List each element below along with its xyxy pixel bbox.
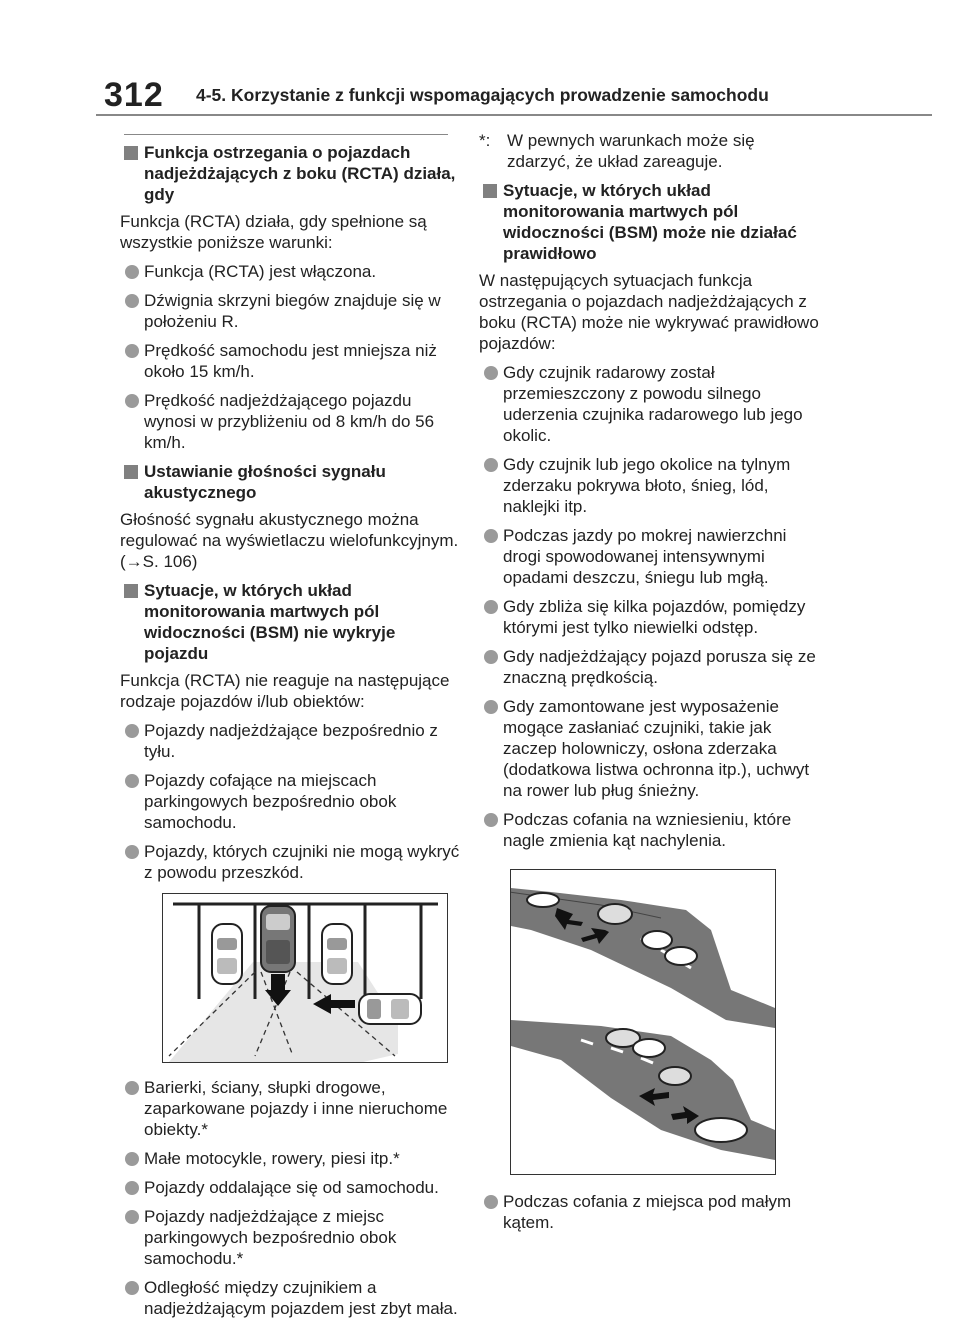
page-header xyxy=(96,72,932,118)
round-bullet-icon xyxy=(484,529,498,543)
list-item: Podczas jazdy po mokrej nawierzchni drogi spowodowanej intensywnymi opadami deszczu, śniegu lub mgłą. xyxy=(479,525,819,588)
round-bullet-icon xyxy=(125,1281,139,1295)
round-bullet-icon xyxy=(125,1152,139,1166)
list-item: Gdy czujnik lub jego okolice na tylnym zderzaku pokrywa błoto, śnieg, lód, naklejki itp. xyxy=(479,454,819,517)
chapter-title: 4-5. Korzystanie z funkcji wspomagających prowadzenie samochodu xyxy=(196,85,769,105)
list-item: Dźwignia skrzyni biegów znajduje się w położeniu R. xyxy=(120,290,460,332)
round-bullet-icon xyxy=(484,650,498,664)
list-item: Funkcja (RCTA) jest włączona. xyxy=(120,261,460,282)
footnote-mark: *: xyxy=(479,131,491,150)
header-divider xyxy=(96,114,932,116)
section-heading-rcta-works: Funkcja ostrzegania o pojazdach nadjeżdżających z boku (RCTA) działa, gdy xyxy=(120,142,460,205)
paragraph: Głośność sygnału akustycznego można regulować na wyświetlaczu wielofunkcyjnym. (→S. 106) xyxy=(120,510,459,571)
round-bullet-icon xyxy=(125,265,139,279)
paragraph: Funkcja (RCTA) działa, gdy spełnione są wszystkie poniższe warunki: xyxy=(120,212,427,252)
list-item: Pojazdy oddalające się od samochodu. xyxy=(120,1177,460,1198)
section-divider xyxy=(124,134,448,135)
parking-illustration xyxy=(162,893,448,1063)
paragraph: W następujących sytuacjach funkcja ostrzegania o pojazdach nadjeżdżających z boku (RCTA) może nie wykrywać prawidłowo pojazdów: xyxy=(479,271,819,353)
list-item: Pojazdy cofające na miejscach parkingowych bezpośrednio obok samochodu. xyxy=(120,770,460,833)
list-item: Odległość między czujnikiem a nadjeżdżającym pojazdem jest zbyt mała. xyxy=(120,1277,460,1319)
round-bullet-icon xyxy=(125,845,139,859)
round-bullet-icon xyxy=(484,813,498,827)
round-bullet-icon xyxy=(484,1195,498,1209)
list-item: Gdy zamontowane jest wyposażenie mogące zasłaniać czujniki, takie jak zaczep holowniczy, osłona zderzaka (dodatkowa listwa ochronna itp.), uchwyt na rower lub pług śnieżny. xyxy=(479,696,819,801)
list-item: Gdy zbliża się kilka pojazdów, pomiędzy którymi jest tylko niewielki odstęp. xyxy=(479,596,819,638)
list-item: Pojazdy nadjeżdżające z miejsc parkingowych bezpośrednio obok samochodu.* xyxy=(120,1206,460,1269)
round-bullet-icon xyxy=(484,700,498,714)
list-item: Podczas cofania na wzniesieniu, które nagle zmienia kąt nachylenia. xyxy=(479,809,819,851)
round-bullet-icon xyxy=(484,600,498,614)
paragraph: Funkcja (RCTA) nie reaguje na następujące rodzaje pojazdów i/lub obiektów: xyxy=(120,671,450,711)
section-heading-may-not-work: Sytuacje, w których układ monitorowania martwych pól widoczności (BSM) może nie działać prawidłowo xyxy=(479,180,819,264)
list-item: Małe motocykle, rowery, piesi itp.* xyxy=(120,1148,460,1169)
section-heading-volume: Ustawianie głośności sygnału akustycznego xyxy=(120,461,460,503)
round-bullet-icon xyxy=(125,344,139,358)
list-item: Gdy nadjeżdżający pojazd porusza się ze znaczną prędkością. xyxy=(479,646,819,688)
list-item: Prędkość nadjeżdżającego pojazdu wynosi w przybliżeniu od 8 km/h do 56 km/h. xyxy=(120,390,460,453)
square-bullet-icon xyxy=(483,184,497,198)
round-bullet-icon xyxy=(484,366,498,380)
round-bullet-icon xyxy=(484,458,498,472)
list-item: Gdy czujnik radarowy został przemieszczony z powodu silnego uderzenia czujnika radarowego lub jego okolic. xyxy=(479,362,819,446)
list-item: Pojazdy, których czujniki nie mogą wykryć z powodu przeszkód. xyxy=(120,841,460,883)
slope-illustration xyxy=(510,869,776,1175)
round-bullet-icon xyxy=(125,1210,139,1224)
list-item: Barierki, ściany, słupki drogowe, zaparkowane pojazdy i inne nieruchome obiekty.* xyxy=(120,1077,460,1140)
list-item: Prędkość samochodu jest mniejsza niż około 15 km/h. xyxy=(120,340,460,382)
round-bullet-icon xyxy=(125,294,139,308)
footnote: *: W pewnych warunkach może się zdarzyć, że układ zareaguje. xyxy=(479,131,755,171)
list-item: Pojazdy nadjeżdżające bezpośrednio z tyłu. xyxy=(120,720,460,762)
list-item: Podczas cofania z miejsca pod małym kątem. xyxy=(479,1191,819,1233)
square-bullet-icon xyxy=(124,465,138,479)
round-bullet-icon xyxy=(125,1081,139,1095)
round-bullet-icon xyxy=(125,394,139,408)
square-bullet-icon xyxy=(124,146,138,160)
right-column xyxy=(479,130,819,1241)
square-bullet-icon xyxy=(124,584,138,598)
section-heading-not-detected: Sytuacje, w których układ monitorowania martwych pól widoczności (BSM) nie wykryje pojazdu xyxy=(120,580,460,664)
page-number: 312 xyxy=(104,76,164,114)
round-bullet-icon xyxy=(125,1181,139,1195)
round-bullet-icon xyxy=(125,774,139,788)
round-bullet-icon xyxy=(125,724,139,738)
left-column xyxy=(120,142,460,1327)
